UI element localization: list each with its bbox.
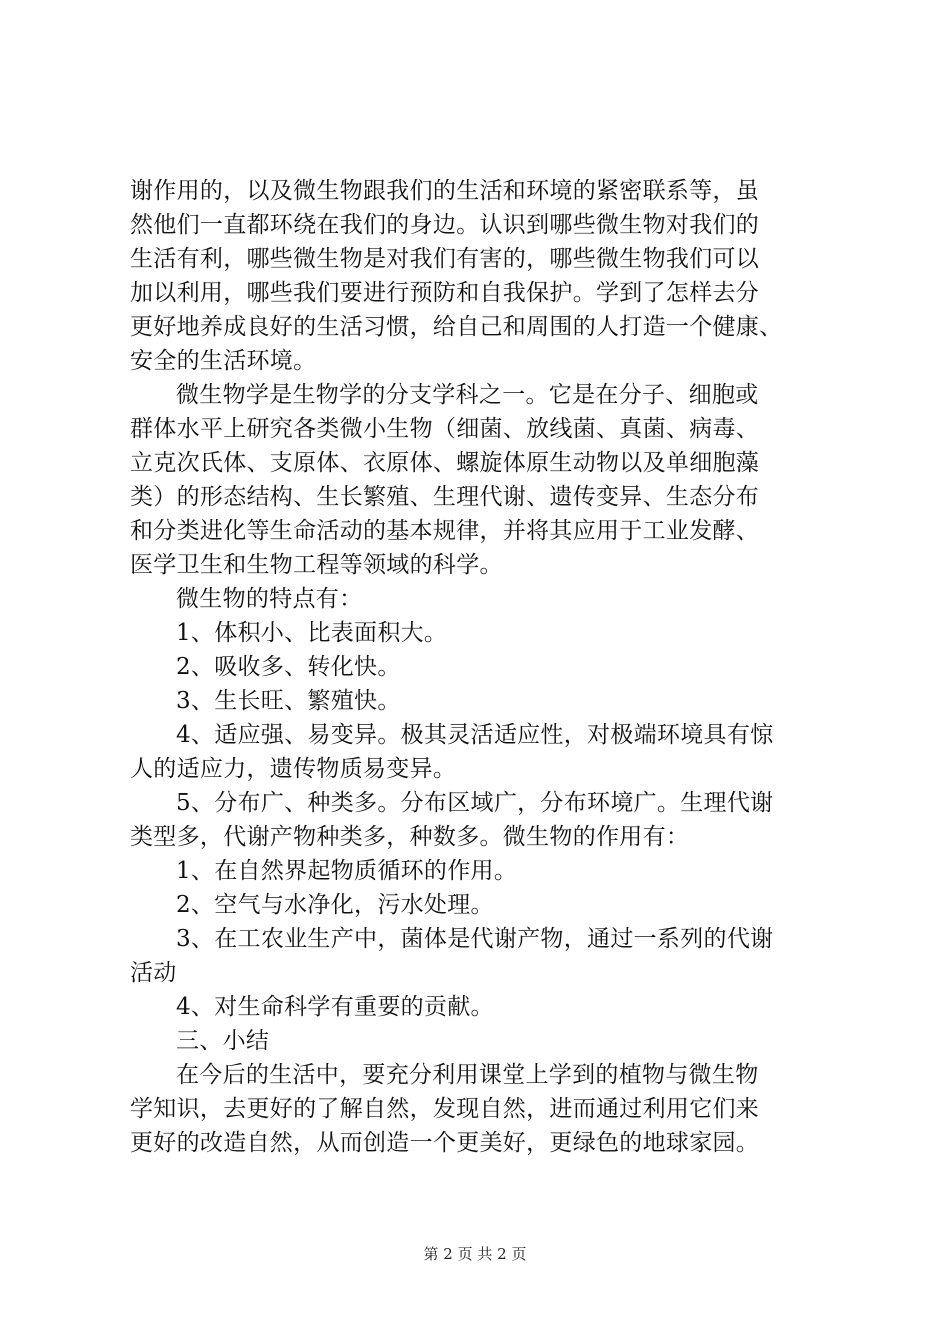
- text-line: 5、分布广、种类多。分布区域广，分布环境广。生理代谢: [176, 790, 774, 816]
- text-line: 3、在工农业生产中，菌体是代谢产物，通过一系列的代谢: [176, 926, 774, 952]
- text-line: 立克次氏体、支原体、衣原体、螺旋体原生动物以及单细胞藻: [130, 450, 760, 476]
- text-line: 类型多，代谢产物种类多，种数多。微生物的作用有：: [130, 824, 690, 850]
- text-line: 更好地养成良好的生活习惯，给自己和周围的人打造一个健康、: [130, 314, 783, 340]
- text-line: 4、对生命科学有重要的贡献。: [176, 994, 494, 1020]
- text-line: 类）的形态结构、生长繁殖、生理代谢、遗传变异、生态分布: [130, 484, 760, 510]
- text-line: 在今后的生活中，要充分利用课堂上学到的植物与微生物: [176, 1062, 759, 1088]
- text-line: 1、体积小、比表面积大。: [176, 620, 448, 646]
- text-line: 微生物学是生物学的分支学科之一。它是在分子、细胞或: [176, 382, 759, 408]
- text-line: 1、在自然界起物质循环的作用。: [176, 858, 518, 884]
- text-line: 微生物的特点有：: [176, 586, 363, 612]
- text-line: 更好的改造自然，从而创造一个更美好，更绿色的地球家园。: [130, 1130, 760, 1156]
- text-line: 三、小结: [176, 1028, 270, 1054]
- text-line: 医学卫生和生物工程等领域的科学。: [130, 552, 503, 578]
- text-line: 4、适应强、易变异。极其灵活适应性，对极端环境具有惊: [176, 722, 774, 748]
- text-line: 谢作用的，以及微生物跟我们的生活和环境的紧密联系等，虽: [130, 178, 760, 204]
- text-line: 和分类进化等生命活动的基本规律，并将其应用于工业发酵、: [130, 518, 760, 544]
- text-line: 加以利用，哪些我们要进行预防和自我保护。学到了怎样去分: [130, 280, 760, 306]
- text-line: 然他们一直都环绕在我们的身边。认识到哪些微生物对我们的: [130, 212, 760, 238]
- text-line: 人的适应力，遗传物质易变异。: [130, 756, 457, 782]
- text-line: 3、生长旺、繁殖快。: [176, 688, 401, 714]
- text-line: 2、吸收多、转化快。: [176, 654, 401, 680]
- text-line: 生活有利，哪些微生物是对我们有害的，哪些微生物我们可以: [130, 246, 760, 272]
- page-footer: 第 2 页 共 2 页: [423, 1245, 527, 1263]
- document-body: [130, 174, 830, 1160]
- text-line: 安全的生活环境。: [130, 348, 317, 374]
- text-line: 群体水平上研究各类微小生物（细菌、放线菌、真菌、病毒、: [130, 416, 760, 442]
- text-line: 2、空气与水净化，污水处理。: [176, 892, 494, 918]
- text-line: 活动: [130, 960, 177, 986]
- text-line: 学知识，去更好的了解自然，发现自然，进而通过利用它们来: [130, 1096, 760, 1122]
